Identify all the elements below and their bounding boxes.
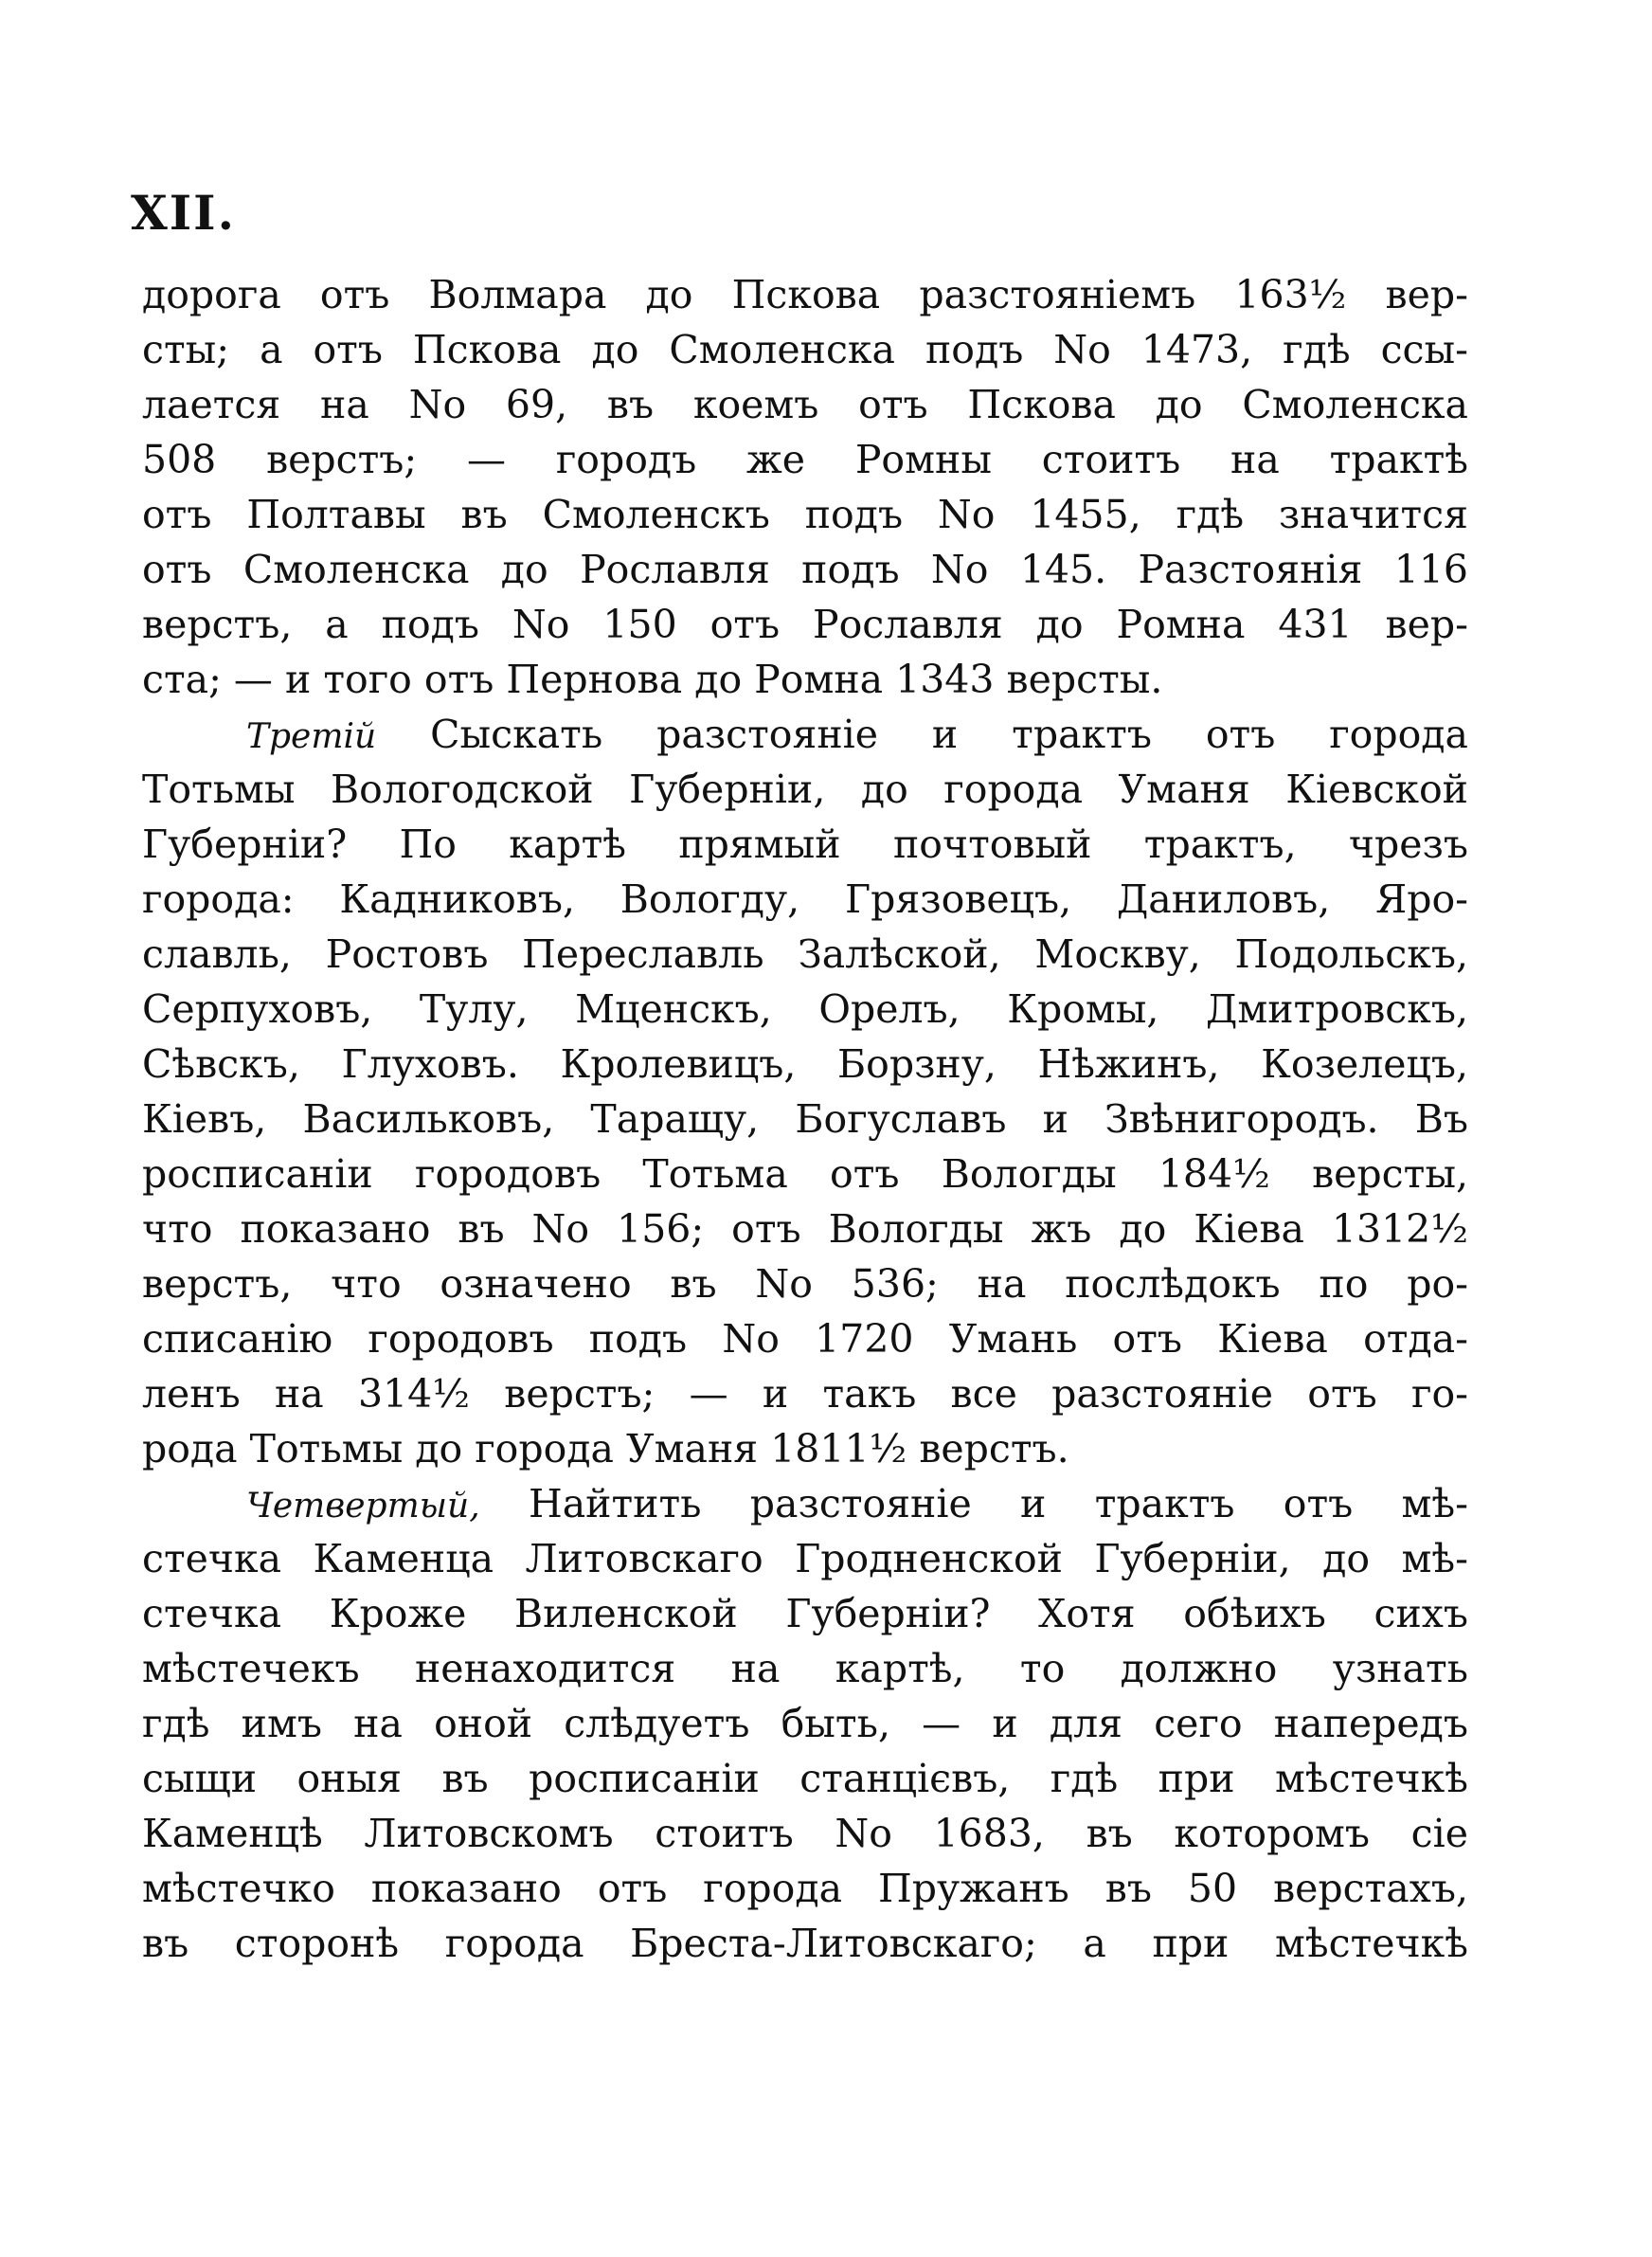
page-number: XII. — [131, 185, 236, 241]
body-text — [142, 267, 1468, 1971]
text-line: росписаніи городовъ Тотьма отъ Вологды 184½ версты, — [142, 1151, 1468, 1197]
text-line: мѣстечекъ ненаходится на картѣ, то должно узнать — [142, 1646, 1468, 1691]
text-line: города: Кадниковъ, Вологду, Грязовецъ, Даниловъ, Яро- — [142, 876, 1468, 922]
text-line: славль, Ростовъ Переславль Залѣской, Москву, Подольскъ, — [142, 931, 1468, 977]
text-line: въ сторонѣ города Бреста-Литовскаго; а при мѣстечкѣ — [142, 1921, 1468, 1966]
paragraph-first-line — [142, 1476, 1468, 1531]
paragraph-first-line — [142, 707, 1468, 762]
text-line: гдѣ имъ на оной слѣдуетъ быть, — и для сего напередъ — [142, 1701, 1468, 1746]
text-line: Найтить разстояніе и трактъ отъ мѣ- — [528, 1481, 1468, 1526]
text-line: стечка Каменца Литовскаго Гродненской Губерніи, до мѣ- — [142, 1536, 1468, 1581]
text-line: Кіевъ, Васильковъ, Таращу, Богуславъ и Звѣнигородъ. Въ — [142, 1096, 1468, 1142]
text-line: Губерніи? По картѣ прямый почтовый трактъ, чрезъ — [142, 822, 1468, 867]
text-line: сты; а отъ Пскова до Смоленска подъ No 1473, гдѣ ссы- — [142, 327, 1468, 372]
text-line: что показано въ No 156; отъ Вологды жъ до Кіева 1312½ — [142, 1206, 1468, 1252]
text-line: отъ Смоленска до Рославля подъ No 145. Разстоянія 116 — [142, 547, 1468, 592]
text-line: 508 верстъ; — городъ же Ромны стоитъ на трактѣ — [142, 437, 1468, 482]
text-line: Серпуховъ, Тулу, Мценскъ, Орелъ, Кромы, Дмитровскъ, — [142, 986, 1468, 1032]
text-line: ста; — и того отъ Пернова до Ромна 1343 версты. — [142, 657, 1163, 702]
text-line: лается на No 69, въ коемъ отъ Пскова до Смоленска — [142, 382, 1468, 427]
text-line: рода Тотьмы до города Уманя 1811½ верстъ. — [142, 1426, 1069, 1472]
text-line: Каменцѣ Литовскомъ стоитъ No 1683, въ которомъ сіе — [142, 1811, 1468, 1856]
text-line: стечка Кроже Виленской Губерніи? Хотя обѣихъ сихъ — [142, 1591, 1468, 1636]
text-line: списанію городовъ подъ No 1720 Умань отъ Кіева отда- — [142, 1316, 1468, 1362]
text-line: дорога отъ Волмара до Пскова разстояніемъ 163½ вер- — [142, 272, 1468, 317]
text-line: верстъ, а подъ No 150 отъ Рославля до Ромна 431 вер- — [142, 602, 1468, 647]
text-line: сыщи оныя въ росписаніи станцієвъ, гдѣ при мѣстечкѣ — [142, 1756, 1468, 1801]
text-line: верстъ, что означено въ No 536; на послѣдокъ по ро- — [142, 1261, 1468, 1307]
text-line: ленъ на 314½ верстъ; — и такъ все разстояніе отъ го- — [142, 1371, 1468, 1417]
text-line: отъ Полтавы въ Смоленскъ подъ No 1455, гдѣ значится — [142, 492, 1468, 537]
text-line: Сѣвскъ, Глуховъ. Кролевицъ, Борзну, Нѣжинъ, Козелецъ, — [142, 1041, 1468, 1087]
text-line: Сыскать разстояніе и трактъ отъ города — [430, 712, 1468, 757]
paragraph-lead: Третій — [246, 717, 377, 756]
text-line: Тотьмы Вологодской Губерніи, до города Уманя Кіевской — [142, 767, 1468, 812]
text-line: мѣстечко показано отъ города Пружанъ въ 50 верстахъ, — [142, 1866, 1468, 1911]
paragraph-lead: Четвертый, — [246, 1487, 480, 1526]
